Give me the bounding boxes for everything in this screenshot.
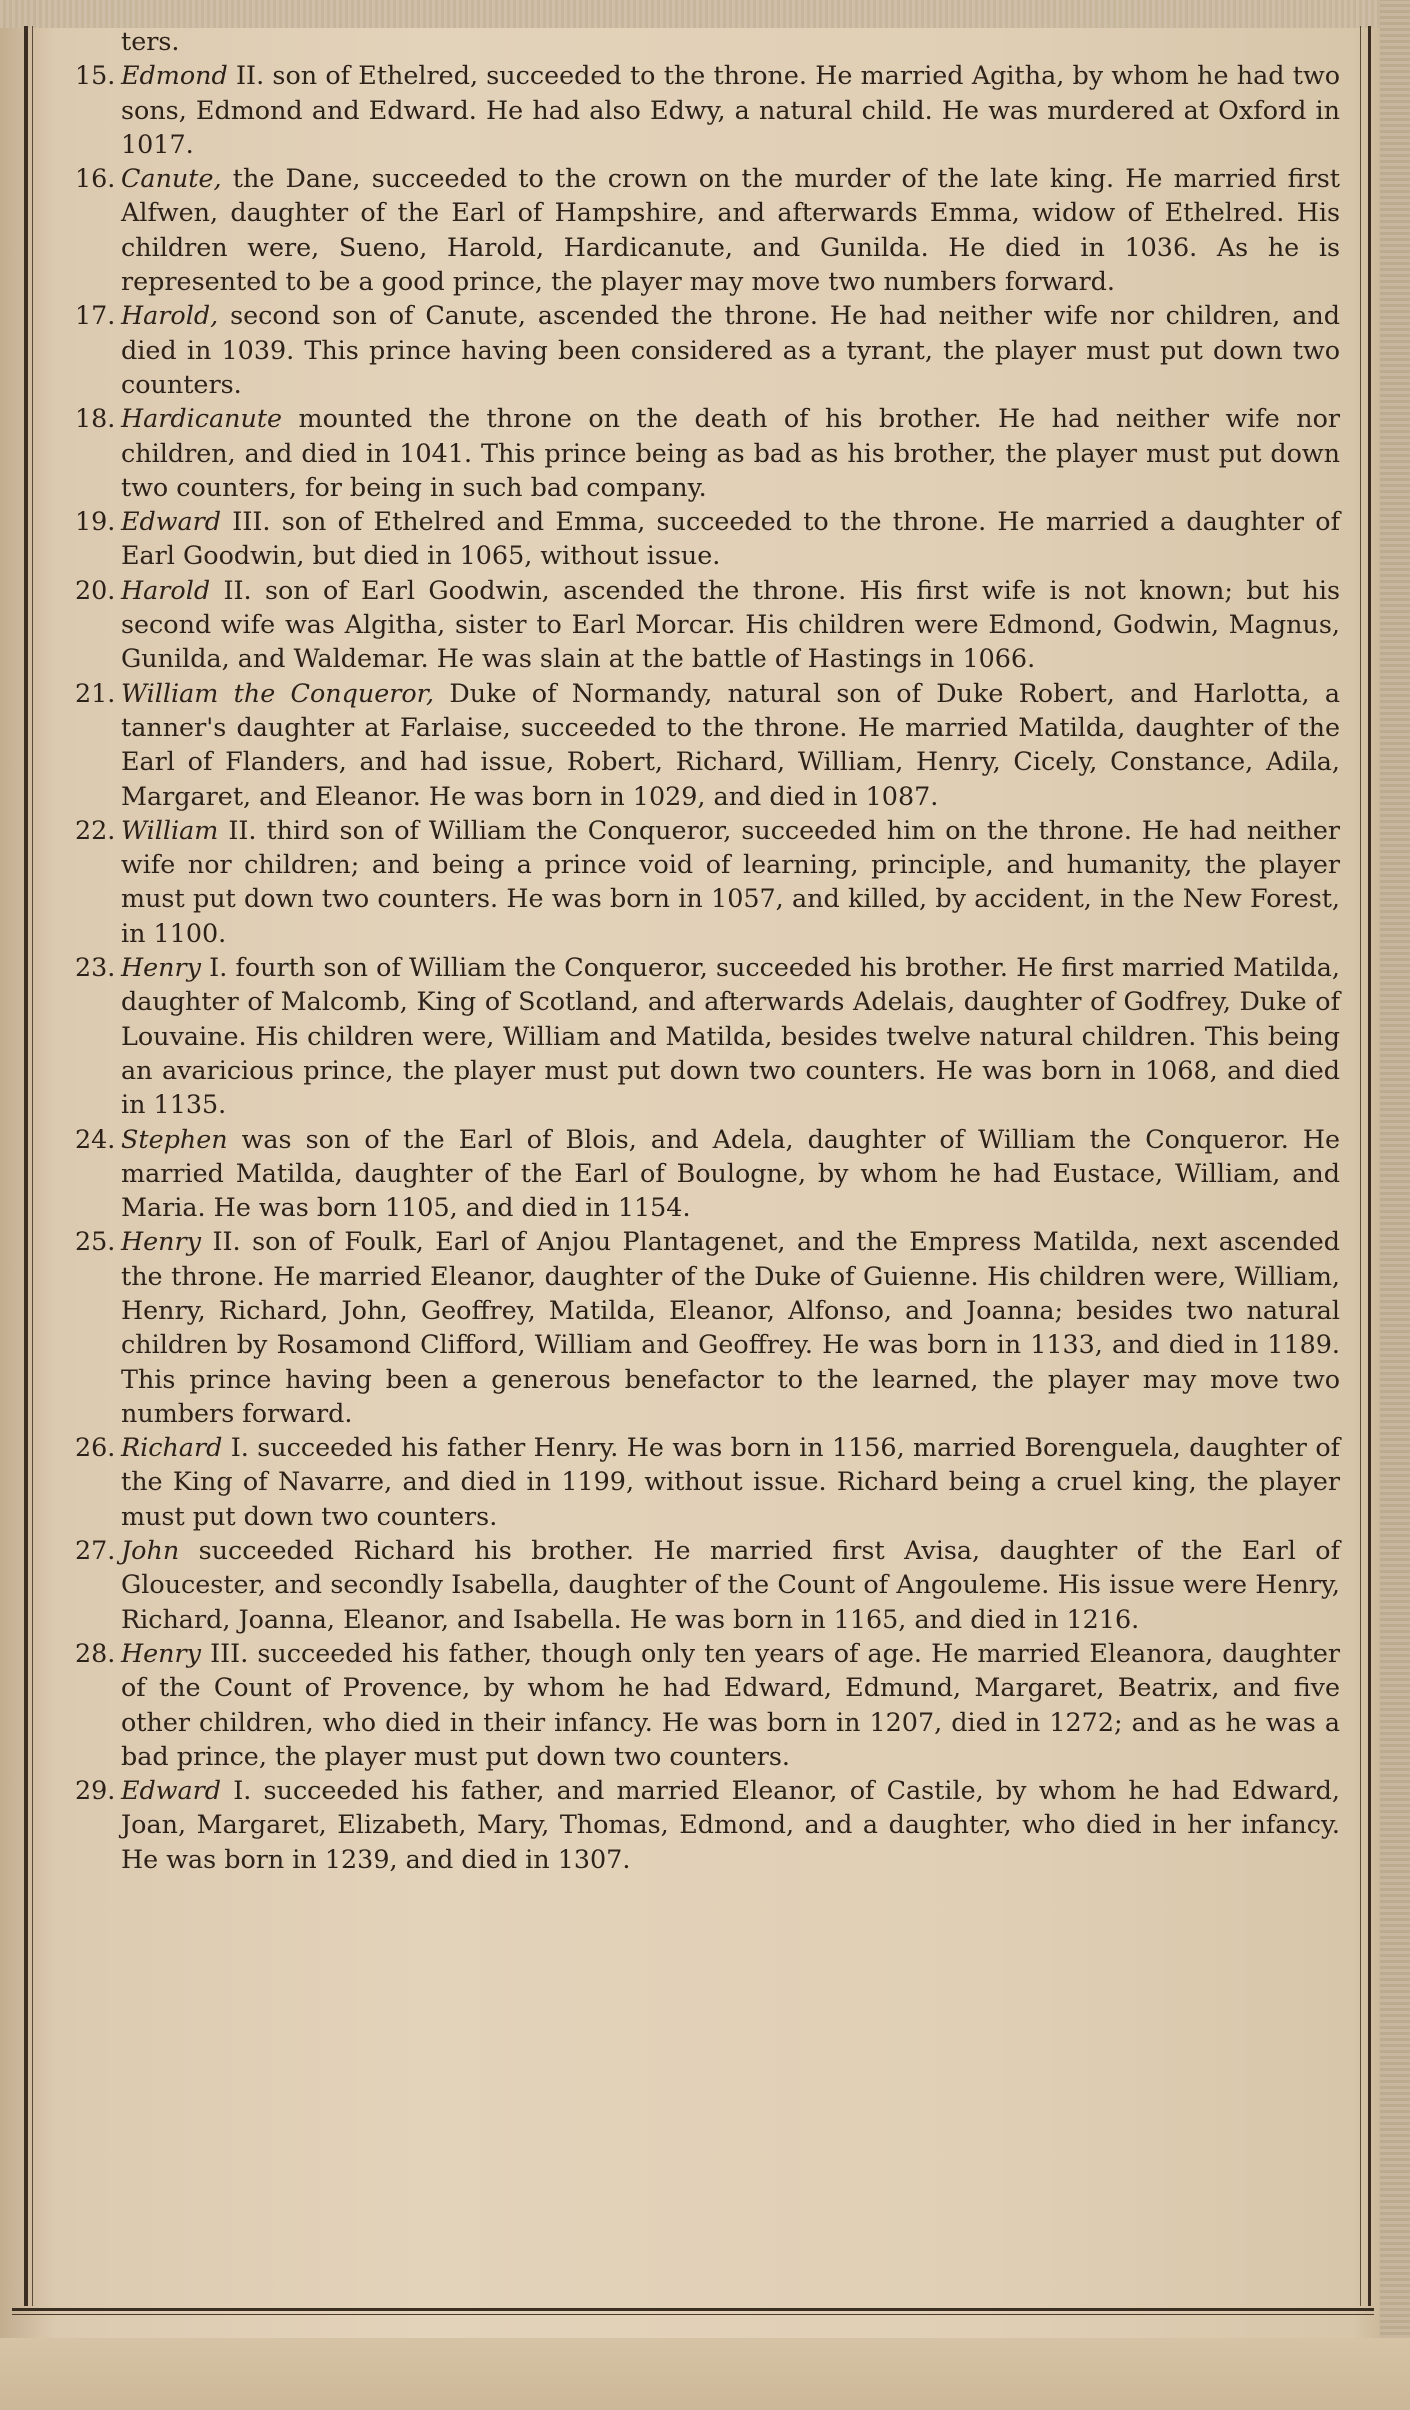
border-rule-bottom (12, 2308, 1374, 2311)
reign-entry (75, 58, 1340, 161)
entry-number: 25. (75, 1226, 116, 1257)
entry-text: Duke of Normandy, natural son of Duke Robert, and Harlotta, a tanner's daughter at Farlaise, succeeded to the throne. He married Matilda, daughter of the Earl of Flanders, and had issue, Robert, Richard, William, Henry, Cicely, Constance, Adila, Margaret, and Eleanor. He was born in 1029, and died in 1087. (121, 677, 1340, 811)
entry-text: succeeded Richard his brother. He married first Avisa, daughter of the Earl of Gloucester, and secondly Isabella, daughter of the Count of Angouleme. His issue were Henry, Richard, Joanna, Eleanor, and Isabella. He was born in 1165, and died in 1216. (121, 1535, 1340, 1634)
reign-entry (75, 298, 1340, 401)
monarch-name: Edward (121, 506, 222, 537)
monarch-name: Stephen (121, 1123, 228, 1154)
monarch-name: William the Conqueror, (121, 677, 435, 708)
reign-entry (75, 1430, 1340, 1533)
monarch-name: William (121, 814, 219, 845)
entry-number: 15. (75, 60, 116, 91)
entry-text: was son of the Earl of Blois, and Adela, daughter of William the Conqueror. He married Matilda, daughter of the Earl of Boulogne, by whom he had Eustace, William, and Maria. He was born 1105, and died in 1154. (121, 1123, 1340, 1223)
border-rule-right (1368, 26, 1371, 2306)
entry-number: 17. (75, 300, 116, 331)
border-rule-left (24, 26, 28, 2306)
entry-number: 23. (75, 952, 116, 983)
monarch-name: Harold (121, 574, 211, 605)
entry-text: second son of Canute, ascended the throne. He had neither wife nor children, and died in 1039. This prince having been considered as a tyrant, the player must put down two counters. (121, 300, 1340, 399)
intro-fragment: ters. (121, 26, 180, 56)
entry-text: mounted the throne on the death of his brother. He had neither wife nor children, and died in 1041. This prince being as bad as his brother, the player must put down two counters, for being in such bad company. (121, 403, 1340, 502)
reign-entry (75, 401, 1340, 504)
entry-number: 29. (75, 1775, 116, 1806)
entry-number: 26. (75, 1432, 116, 1463)
entry-text: II. son of Earl Goodwin, ascended the throne. His first wife is not known; but his second wife was Algitha, sister to Earl Morcar. His children were Edmond, Godwin, Magnus, Gunilda, and Waldemar. He was slain at the battle of Hastings in 1066. (121, 574, 1340, 674)
entry-number: 27. (75, 1535, 116, 1566)
entry-text: III. son of Ethelred and Emma, succeeded to the throne. He married a daughter of Earl Goodwin, but died in 1065, without issue. (121, 506, 1340, 571)
bottom-margin (0, 2338, 1410, 2410)
reign-entry (75, 504, 1340, 573)
entry-text: I. succeeded his father, and married Eleanor, of Castile, by whom he had Edward, Joan, Margaret, Elizabeth, Mary, Thomas, Edmond, and a daughter, who died in her infancy. He was born in 1239, and died in 1307. (121, 1775, 1340, 1874)
reign-entry (75, 1224, 1340, 1430)
monarch-name: Edward (121, 1775, 222, 1806)
entry-number: 16. (75, 163, 116, 194)
monarch-name: Canute, (121, 163, 222, 194)
entry-number: 20. (75, 574, 116, 605)
reign-entry (75, 950, 1340, 1121)
monarch-name: Richard (121, 1432, 223, 1463)
reign-entry (75, 161, 1340, 298)
reign-entry (75, 573, 1340, 676)
reign-entry (75, 1122, 1340, 1225)
text-block (75, 24, 1340, 1876)
monarch-name: John (121, 1535, 180, 1566)
reign-entry (75, 1533, 1340, 1636)
entry-text: III. succeeded his father, though only ten years of age. He married Eleanora, daughter of the Count of Provence, by whom he had Edward, Edmund, Margaret, Beatrix, and five other children, who died in their infancy. He was born in 1207, died in 1272; and as he was a bad prince, the player must put down two counters. (121, 1637, 1340, 1771)
entry-number: 19. (75, 506, 116, 537)
right-backing-strip (1380, 0, 1410, 2410)
entry-number: 24. (75, 1123, 116, 1154)
reign-entry (75, 1636, 1340, 1773)
entry-text: II. son of Foulk, Earl of Anjou Plantagenet, and the Empress Matilda, next ascended the throne. He married Eleanor, daughter of the Duke of Guienne. His children were, William, Henry, Richard, John, Geoffrey, Matilda, Eleanor, Alfonso, and Joanna; besides two natural children by Rosamond Clifford, William and Geoffrey. He was born in 1133, and died in 1189. This prince having been a generous benefactor to the learned, the player may move two numbers forward. (121, 1226, 1340, 1428)
entry-number: 22. (75, 814, 116, 845)
border-rule-left-inner (32, 26, 33, 2306)
border-rule-right-inner (1360, 26, 1361, 2306)
monarch-name: Harold, (121, 300, 219, 331)
entry-number: 28. (75, 1637, 116, 1668)
entry-text: I. fourth son of William the Conqueror, succeeded his brother. He first married Matilda, daughter of Malcomb, King of Scotland, and afterwards Adelais, daughter of Godfrey, Duke of Louvaine. His children were, William and Matilda, besides twelve natural children. This being an avaricious prince, the player must put down two counters. He was born in 1068, and died in 1135. (121, 952, 1340, 1120)
entry-text: II. son of Ethelred, succeeded to the throne. He married Agitha, by whom he had two sons, Edmond and Edward. He had also Edwy, a natural child. He was murdered at Oxford in 1017. (121, 60, 1340, 159)
monarch-name: Edmond (121, 60, 228, 91)
monarch-name: Henry (121, 1637, 202, 1668)
entry-text: I. succeeded his father Henry. He was born in 1156, married Borenguela, daughter of the King of Navarre, and died in 1199, without issue. Richard being a cruel king, the player must put down two counters. (121, 1432, 1340, 1531)
monarch-name: Henry (121, 952, 202, 983)
border-rule-bottom-inner (12, 2314, 1374, 2315)
entry-text: the Dane, succeeded to the crown on the murder of the late king. He married first Alfwen, daughter of the Earl of Hampshire, and afterwards Emma, widow of Ethelred. His children were, Sueno, Harold, Hardicanute, and Gunilda. He died in 1036. As he is represented to be a good prince, the player may move two numbers forward. (121, 163, 1340, 297)
reign-entry (75, 676, 1340, 813)
monarch-name: Henry (121, 1226, 202, 1257)
monarch-name: Hardicanute (121, 403, 283, 434)
entry-number: 21. (75, 677, 116, 708)
entry-text: II. third son of William the Conqueror, succeeded him on the throne. He had neither wife nor children; and being a prince void of learning, principle, and humanity, the player must put down two counters. He was born in 1057, and killed, by accident, in the New Forest, in 1100. (121, 814, 1340, 948)
entry-number: 18. (75, 403, 116, 434)
entry-list (75, 58, 1340, 1876)
reign-entry (75, 1773, 1340, 1876)
reign-entry (75, 813, 1340, 950)
